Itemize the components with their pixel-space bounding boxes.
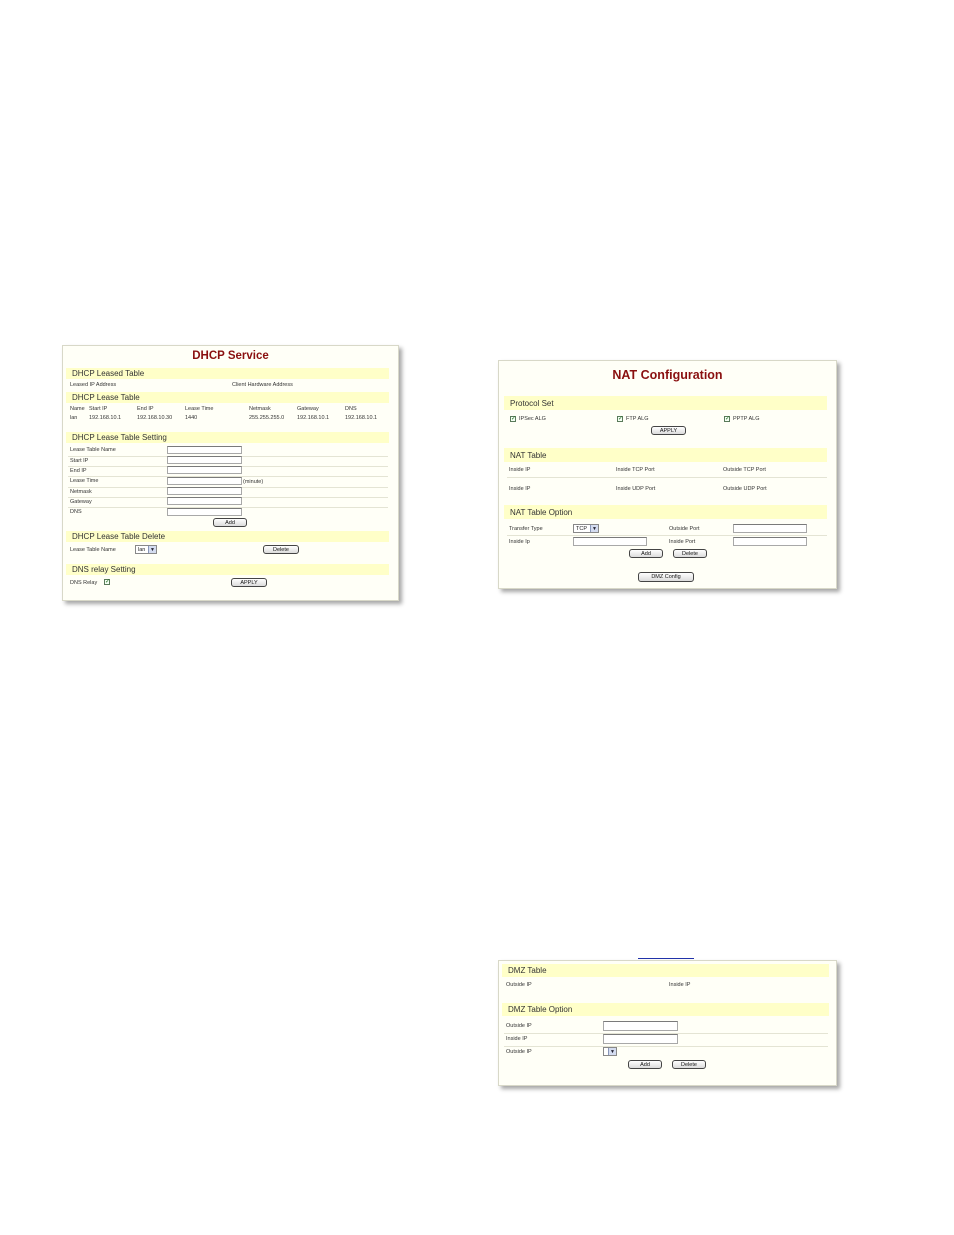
field-label: Gateway (70, 499, 92, 505)
lease-table-name-input[interactable] (167, 446, 242, 454)
field-label: Outside Port (669, 526, 700, 532)
netmask-input[interactable] (167, 487, 242, 495)
outside-port-input[interactable] (733, 524, 807, 533)
section-header: DHCP Lease Table Setting (66, 432, 389, 443)
delete-button[interactable]: Delete (672, 1060, 706, 1069)
table-cell: 255.255.255.0 (249, 415, 285, 421)
column-header: End IP (137, 406, 154, 412)
field-label: DNS Relay (70, 580, 98, 586)
dns-input[interactable] (167, 508, 242, 516)
field-label: DNS (70, 509, 82, 515)
inside-port-input[interactable] (733, 537, 807, 546)
column-header: Client Hardware Address (232, 382, 293, 388)
add-button[interactable]: Add (628, 1060, 662, 1069)
outside-ip-select[interactable] (603, 1047, 617, 1056)
column-header: Outside UDP Port (723, 486, 767, 492)
field-label: Inside Port (669, 539, 696, 545)
inside-ip-input[interactable] (573, 537, 647, 546)
nat-configuration-panel (498, 360, 837, 589)
field-label: Lease Time (70, 478, 99, 484)
field-label: Lease Table Name (70, 447, 116, 453)
start-ip-input[interactable] (167, 456, 242, 464)
field-label: Transfer Type (509, 526, 543, 532)
table-cell: 192.168.10.1 (89, 415, 122, 421)
lease-time-input[interactable] (167, 477, 242, 485)
field-label: End IP (70, 468, 87, 474)
chevron-down-icon: ▼ (148, 546, 156, 553)
column-header: Lease Time (185, 406, 214, 412)
chevron-down-icon: ▼ (608, 1048, 616, 1055)
table-cell: 192.168.10.30 (137, 415, 173, 421)
table-cell: 1440 (185, 415, 198, 421)
section-header: DHCP Leased Table (66, 368, 389, 379)
field-label: Lease Table Name (70, 547, 116, 553)
selected-value: lan (138, 546, 146, 553)
delete-button[interactable]: Delete (673, 549, 707, 558)
dns-relay-checkbox[interactable]: ✓ (105, 579, 111, 585)
inside-ip-input[interactable] (603, 1034, 678, 1044)
dmz-link-underline (638, 958, 694, 959)
column-header: Gateway (297, 406, 319, 412)
column-header: Start IP (89, 406, 108, 412)
column-header: Inside IP (669, 982, 691, 988)
column-header: DNS (345, 406, 357, 412)
section-header: DHCP Lease Table Delete (66, 531, 389, 542)
checkbox-label: IPSec ALG (519, 416, 546, 422)
unit-label: (minute) (243, 479, 264, 485)
table-cell: 192.168.10.1 (345, 415, 378, 421)
dhcp-service-panel (62, 345, 399, 601)
column-header: Inside IP (509, 486, 531, 492)
checkbox-label: FTP ALG (626, 416, 649, 422)
column-header: Outside IP (506, 982, 532, 988)
dmz-panel (498, 960, 837, 1086)
field-label: Outside IP (506, 1023, 532, 1029)
field-label: Outside IP (506, 1049, 532, 1055)
end-ip-input[interactable] (167, 466, 242, 474)
chevron-down-icon: ▼ (590, 525, 598, 532)
field-label: Start IP (70, 458, 89, 464)
field-label: Inside IP (506, 1036, 528, 1042)
column-header: Netmask (249, 406, 271, 412)
section-header: DMZ Table (502, 964, 829, 977)
outside-ip-input[interactable] (603, 1021, 678, 1031)
row-divider (507, 477, 827, 478)
add-button[interactable]: Add (213, 518, 247, 527)
field-label: Netmask (70, 489, 92, 495)
ipsec-alg-checkbox[interactable]: ✓ (511, 416, 517, 422)
gateway-input[interactable] (167, 497, 242, 505)
column-header: Outside TCP Port (723, 467, 766, 473)
add-button[interactable]: Add (629, 549, 663, 558)
row-divider (507, 535, 827, 536)
dmz-config-button[interactable]: DMZ Config (638, 572, 694, 582)
column-header: Inside TCP Port (616, 467, 655, 473)
section-header: DNS relay Setting (66, 564, 389, 575)
column-header: Name (70, 406, 85, 412)
selected-value: TCP (576, 525, 587, 532)
delete-button[interactable]: Delete (263, 545, 299, 554)
section-header: NAT Table Option (504, 505, 827, 519)
lease-table-name-select[interactable] (135, 545, 157, 554)
apply-button[interactable]: APPLY (651, 426, 686, 435)
apply-button[interactable]: APPLY (231, 578, 267, 587)
section-header: Protocol Set (504, 396, 827, 410)
field-label: Inside Ip (509, 539, 530, 545)
page-title: NAT Configuration (612, 368, 723, 382)
row-divider (504, 1046, 828, 1047)
transfer-type-select[interactable] (573, 524, 599, 533)
ftp-alg-checkbox[interactable]: ✓ (618, 416, 624, 422)
table-cell: 192.168.10.1 (297, 415, 330, 421)
column-header: Inside UDP Port (616, 486, 656, 492)
column-header: Inside IP (509, 467, 531, 473)
section-header: DHCP Lease Table (66, 392, 389, 403)
column-header: Leased IP Address (70, 382, 117, 388)
section-header: DMZ Table Option (502, 1003, 829, 1016)
table-cell: lan (70, 415, 78, 421)
pptp-alg-checkbox[interactable]: ✓ (725, 416, 731, 422)
page-title: DHCP Service (192, 350, 269, 362)
checkbox-label: PPTP ALG (733, 416, 760, 422)
section-header: NAT Table (504, 448, 827, 462)
